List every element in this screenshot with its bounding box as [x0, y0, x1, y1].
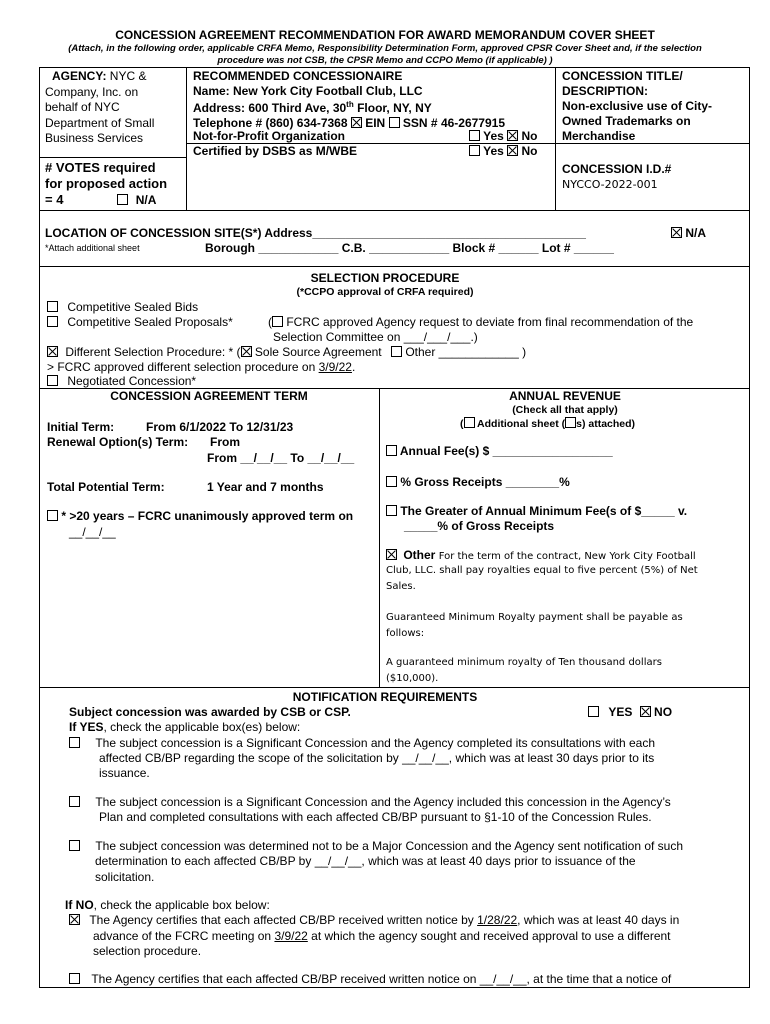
fcrc-approved-date: 3/9/22	[318, 360, 352, 374]
fcrc-approved-suffix: .	[351, 360, 356, 374]
twenty-years-date: __/__/__	[69, 525, 116, 539]
agency-value: Company, Inc. on	[45, 84, 139, 99]
greater-of-line2: _____% of Gross Receipts	[404, 519, 555, 533]
divider	[39, 157, 186, 158]
amount-text1: A guaranteed minimum royalty of Ten thousand dollars	[386, 657, 662, 668]
page-title: CONCESSION AGREEMENT RECOMMENDATION FOR AWARD MEMORANDUM COVER SHEET	[115, 28, 655, 42]
concession-title-label: CONCESSION TITLE/	[562, 69, 683, 83]
twenty-years-label: * >20 years – FCRC unanimously approved term on	[61, 509, 354, 523]
divider	[379, 388, 380, 687]
notification-yes-checkbox[interactable]	[588, 706, 599, 717]
additional-sheets-checkbox[interactable]	[565, 417, 576, 428]
annual-fee-label: Annual Fee(s) $ __________________	[399, 444, 613, 458]
divider	[39, 987, 750, 988]
greater-of	[386, 504, 687, 518]
divider	[39, 67, 749, 68]
votes-value: = 4	[45, 192, 64, 207]
location-na-label: N/A	[685, 226, 707, 240]
ein-checkbox[interactable]	[351, 117, 362, 128]
notification-yes-no	[588, 705, 672, 719]
no-item1-line3: selection procedure.	[93, 944, 202, 958]
nfp-no-checkbox[interactable]	[507, 130, 518, 141]
gross-receipts	[386, 475, 570, 489]
nfp-no-label: No	[521, 129, 538, 143]
concession-id-label: CONCESSION I.D.#	[562, 162, 672, 176]
notification-yes-label: YES	[608, 705, 633, 719]
twenty-years	[47, 509, 353, 523]
divider	[186, 67, 187, 210]
divider	[39, 687, 749, 688]
divider	[749, 67, 750, 987]
notification-no-checkbox[interactable]	[640, 706, 651, 717]
csp-label: Competitive Sealed Proposals*	[67, 315, 233, 329]
sole-source-label: Sole Source Agreement	[254, 345, 382, 359]
revenue-other	[386, 548, 696, 562]
csb-label: Competitive Sealed Bids	[67, 300, 199, 314]
revenue-additional-sheet	[460, 417, 635, 430]
agency-value: Department of Small	[45, 115, 155, 130]
annual-fee-checkbox[interactable]	[386, 445, 397, 456]
mwbe-label: Certified by DSBS as M/WBE	[193, 144, 358, 158]
twenty-years-checkbox[interactable]	[47, 510, 58, 521]
no-item2	[69, 972, 671, 986]
concession-desc: Owned Trademarks on	[562, 114, 691, 128]
initial-term-value: From 6/1/2022 To 12/31/23	[146, 420, 294, 434]
csb-checkbox[interactable]	[47, 301, 58, 312]
agency-value: Business Services	[45, 131, 144, 145]
gross-receipts-label: % Gross Receipts ________%	[400, 475, 570, 489]
additional-post: s) attached)	[576, 418, 636, 430]
yes-item3-line2: determination to each affected CB/BP by __/__/__, which was at least 40 days prior to issuance of the	[95, 854, 636, 868]
yes-item1-line2: affected CB/BP regarding the scope of the solicitation by __/__/__, which was at least 30 days prior to its	[99, 751, 655, 765]
notification-subject: Subject concession was awarded by CSB or CSP.	[69, 705, 351, 719]
location-borough-line: Borough ____________ C.B. ____________ Block # ______ Lot # ______	[205, 241, 614, 255]
other-label: Other ____________ )	[405, 345, 527, 359]
renewal-from: From	[210, 435, 240, 449]
concession-id-value: NYCCO-2022-001	[562, 178, 658, 191]
yes-item1-checkbox[interactable]	[69, 737, 80, 748]
location-label: LOCATION OF CONCESSION SITE(S*) Address_________________________________________	[45, 226, 586, 240]
concession-desc-label: DESCRIPTION:	[562, 84, 649, 98]
concessionaire-address: Floor, NY, NY	[353, 101, 432, 115]
votes-block	[45, 160, 167, 208]
concessionaire-telephone: Telephone # (860) 634-7368	[193, 115, 348, 130]
yes-item2-line2: Plan and completed consultations with each affected CB/BP pursuant to §1-10 of the Concession Rules.	[99, 810, 652, 824]
revenue-check-all: (Check all that apply)	[512, 404, 618, 416]
page-subtitle-line2: procedure was not CSB, the CPSR Memo and CCPO Memo (if applicable) )	[217, 55, 553, 66]
nfp-yes-label: Yes	[483, 129, 504, 143]
if-yes-rest: , check the applicable box(es) below:	[103, 720, 301, 734]
additional-pre: (	[460, 418, 464, 430]
concessionaire-block	[193, 69, 505, 130]
different-checkbox[interactable]	[47, 346, 58, 357]
nfp-options	[469, 129, 538, 143]
ssn-label: SSN # 46-2677915	[402, 115, 505, 130]
yes-item2-text: The subject concession is a Significant Concession and the Agency included this concession in the Agency’s	[95, 795, 671, 809]
address-sup: th	[346, 100, 354, 109]
yes-item3-checkbox[interactable]	[69, 840, 80, 851]
nfp-yes-checkbox[interactable]	[469, 130, 480, 141]
no-item1-checkbox[interactable]	[69, 914, 80, 925]
selection-csp	[47, 315, 233, 329]
revenue-heading: ANNUAL REVENUE	[509, 389, 621, 403]
yes-item2	[69, 795, 671, 809]
other-revenue-text3: Sales.	[386, 581, 416, 592]
selection-heading: SELECTION PROCEDURE	[310, 271, 460, 285]
no-item1-post: , which was at least 40 days in	[517, 913, 680, 927]
total-term-value: 1 Year and 7 months	[207, 480, 324, 494]
votes-label: # VOTES required	[45, 160, 156, 175]
mwbe-options	[469, 144, 538, 158]
selection-subheading: (*CCPO approval of CRFA required)	[296, 286, 474, 298]
selection-csb	[47, 300, 198, 314]
mwbe-no-label: No	[521, 144, 538, 158]
location-na-checkbox[interactable]	[671, 227, 682, 238]
mwbe-no-checkbox[interactable]	[507, 145, 518, 156]
selection-different	[47, 345, 526, 359]
no-item1	[69, 913, 679, 927]
renewal-term-label: Renewal Option(s) Term:	[47, 435, 189, 449]
notification-no-label: NO	[654, 705, 673, 719]
divider	[555, 67, 556, 210]
no-item1-text: The Agency certifies that each affected CB/BP received written notice by	[89, 913, 478, 927]
if-yes-bold: If YES	[69, 720, 104, 734]
if-no-line	[65, 898, 270, 912]
greater-of-checkbox[interactable]	[386, 505, 397, 516]
yes-item1-text: The subject concession is a Significant Concession and the Agency completed its consultations with each	[95, 736, 655, 750]
yes-item3-line3: solicitation.	[95, 870, 155, 884]
gross-receipts-checkbox[interactable]	[386, 476, 397, 487]
fcrc-approved	[47, 360, 355, 374]
no-item1-line2	[93, 929, 671, 943]
no-item1-date: 1/28/22	[477, 913, 518, 927]
ein-label: EIN	[365, 115, 386, 130]
fcrc-text2: Selection Committee on ___/___/___.)	[273, 330, 478, 344]
total-term-label: Total Potential Term:	[47, 480, 165, 494]
no-item1-line2-date: 3/9/22	[274, 929, 308, 943]
guaranteed-text1: Guaranteed Minimum Royalty payment shall be payable as	[386, 612, 683, 623]
negotiated-label: Negotiated Concession*	[67, 374, 197, 388]
fcrc-approved-text: > FCRC approved different selection procedure on	[47, 360, 319, 374]
yes-item3-text: The subject concession was determined not to be a Major Concession and the Agency sent notification of such	[95, 839, 684, 853]
if-no-bold: If NO	[65, 898, 94, 912]
divider	[39, 266, 749, 267]
amount-text2: ($10,000).	[386, 673, 439, 684]
no-item1-line2-text: advance of the FCRC meeting on	[93, 929, 275, 943]
additional-mid: Additional sheet (	[477, 418, 566, 430]
annual-fee	[386, 444, 613, 458]
yes-item1-line3: issuance.	[99, 766, 150, 780]
other-revenue-checkbox[interactable]	[386, 549, 397, 560]
sole-source-checkbox[interactable]	[241, 346, 252, 357]
ssn-checkbox[interactable]	[389, 117, 400, 128]
agency-value: behalf of NYC	[45, 100, 120, 114]
fcrc-text: FCRC approved Agency request to deviate from final recommendation of the	[286, 315, 694, 329]
votes-na-label: N/A	[135, 193, 157, 207]
location-na	[671, 226, 706, 240]
initial-term-label: Initial Term:	[47, 420, 115, 434]
term-heading: CONCESSION AGREEMENT TERM	[110, 389, 308, 403]
concession-title-block	[562, 69, 712, 144]
yes-item3	[69, 839, 683, 853]
yes-item1	[69, 736, 655, 750]
concession-desc: Non-exclusive use of City-	[562, 99, 713, 113]
mwbe-yes-label: Yes	[483, 144, 504, 158]
csp-checkbox[interactable]	[47, 316, 58, 327]
concessionaire-heading: RECOMMENDED CONCESSIONAIRE	[193, 69, 403, 83]
agency-value: NYC &	[109, 69, 147, 83]
divider	[39, 210, 749, 211]
concession-desc: Merchandise	[562, 129, 636, 143]
votes-na-checkbox[interactable]	[117, 194, 128, 205]
negotiated-checkbox[interactable]	[47, 375, 58, 386]
no-item2-checkbox[interactable]	[69, 973, 80, 984]
votes-label: for proposed action	[45, 176, 168, 191]
no-item2-text: The Agency certifies that each affected CB/BP received written notice on __/__/__, at the time that a notice of	[91, 972, 672, 986]
selection-fcrc: ( FCRC approved Agency request to deviate from final recommendation of the	[268, 315, 694, 329]
notification-heading: NOTIFICATION REQUIREMENTS	[292, 690, 478, 704]
additional-sheet-checkbox[interactable]	[464, 417, 475, 428]
greater-of-label: The Greater of Annual Minimum Fee(s of $_____ v.	[400, 504, 688, 518]
other-checkbox[interactable]	[391, 346, 402, 357]
other-revenue-label: Other	[403, 548, 436, 562]
other-revenue-text: For the term of the contract, New York City Football	[438, 551, 696, 562]
agency-label: AGENCY:	[52, 69, 107, 83]
renewal-line2: From __/__/__ To __/__/__	[207, 451, 355, 465]
if-yes-line	[69, 720, 300, 734]
agency-block	[45, 69, 155, 147]
different-label: Different Selection Procedure: * (	[65, 345, 241, 359]
concessionaire-address: Address: 600 Third Ave, 30	[193, 101, 347, 115]
nfp-label: Not-for-Profit Organization	[193, 129, 345, 143]
divider	[39, 67, 40, 987]
guaranteed-text2: follows:	[386, 628, 425, 639]
page-subtitle-line1: (Attach, in the following order, applicable CRFA Memo, Responsibility Determination Form, approved CPSR Cover Sheet and, if the selection	[68, 43, 702, 54]
fcrc-checkbox[interactable]	[272, 316, 283, 327]
yes-item2-checkbox[interactable]	[69, 796, 80, 807]
mwbe-yes-checkbox[interactable]	[469, 145, 480, 156]
location-attach-note: *Attach additional sheet	[45, 243, 140, 253]
no-item1-line2-post: at which the agency sought and received approval to use a different	[307, 929, 671, 943]
other-revenue-text2: Club, LLC. shall pay royalties equal to five percent (5%) of Net	[386, 565, 698, 576]
selection-negotiated	[47, 374, 196, 388]
if-no-rest: , check the applicable box below:	[93, 898, 270, 912]
concessionaire-name: Name: New York City Football Club, LLC	[193, 83, 423, 98]
